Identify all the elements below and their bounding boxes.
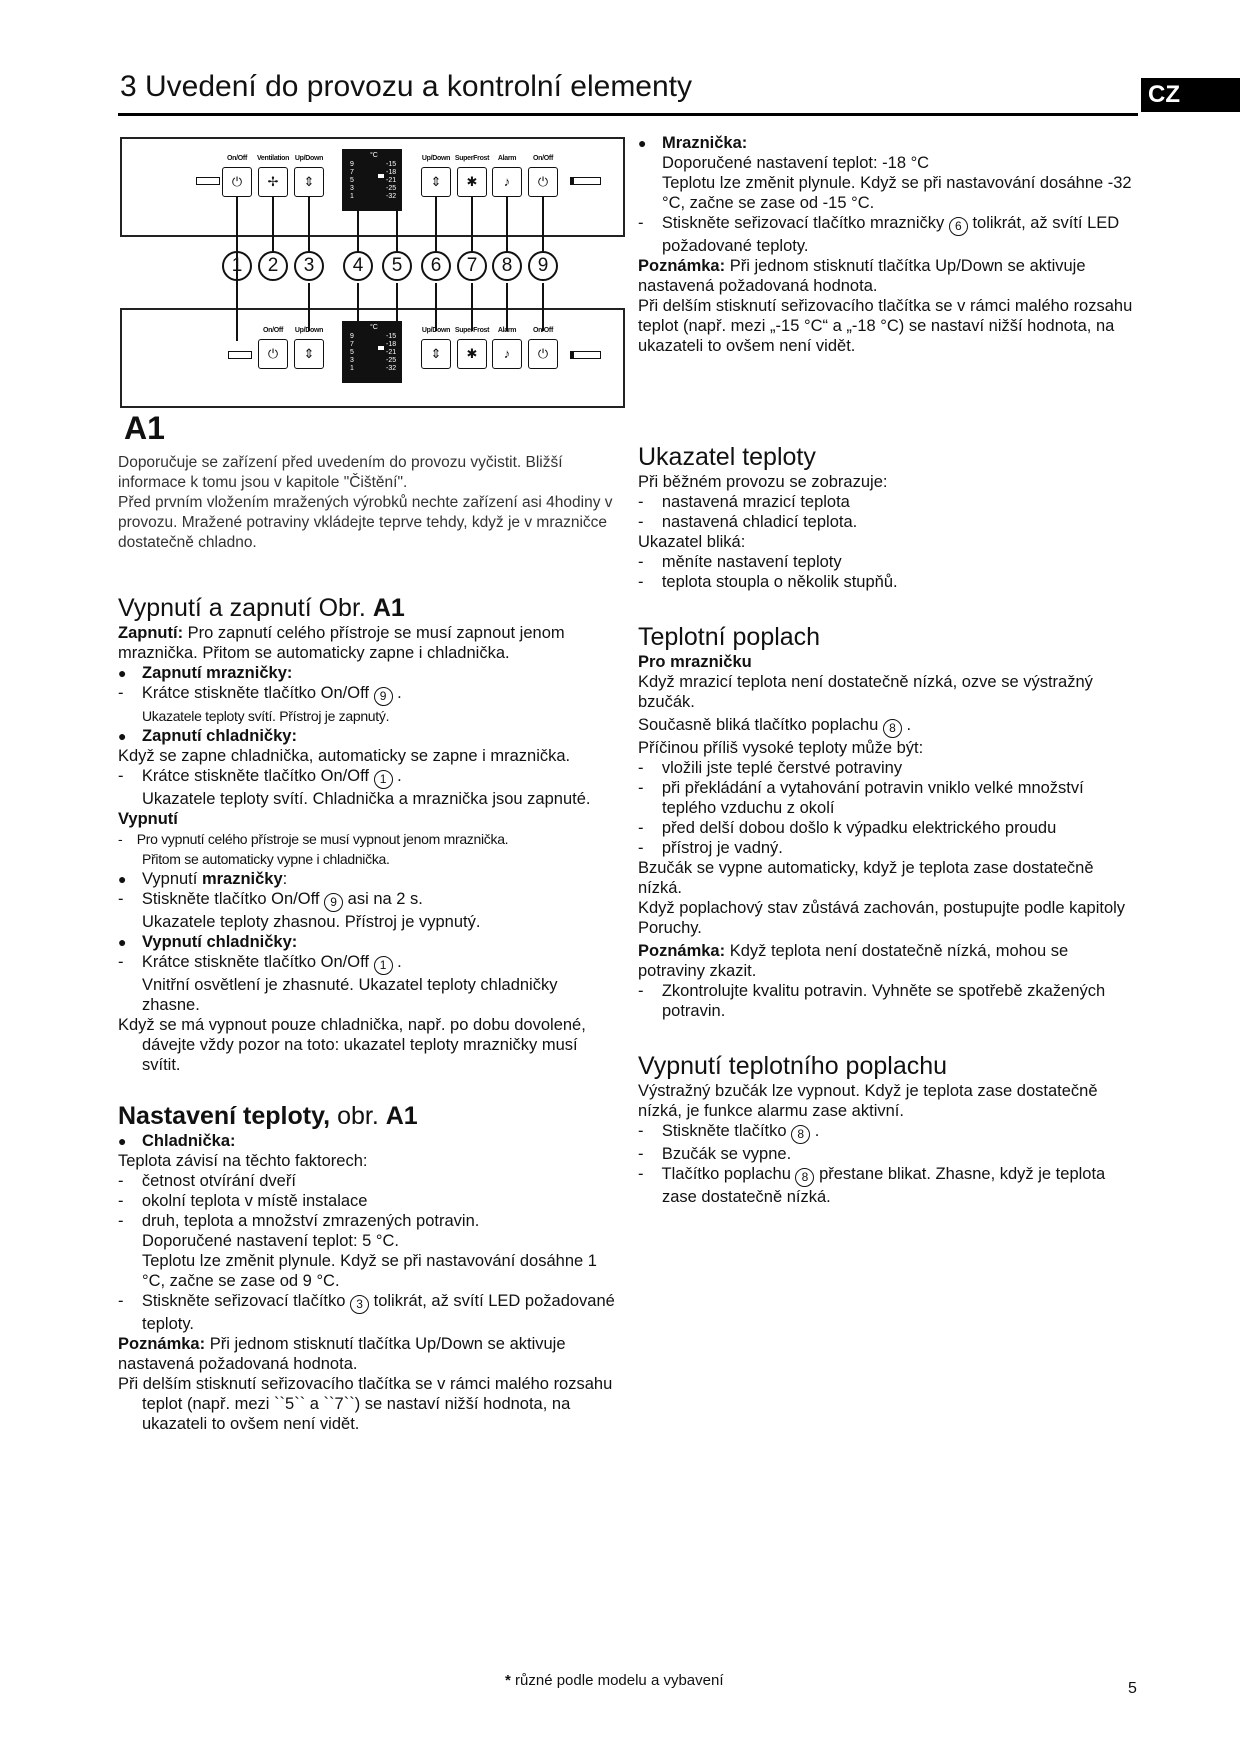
list-item: - Krátce stiskněte tlačítko On/Off 1 . (118, 766, 618, 789)
section-heading-onoff (118, 593, 618, 623)
text: mrazničky (201, 870, 283, 888)
long-press-text: Při delším stisknutí seřizovacího tlačítka se v rámci malého rozsahu teplot (např. mezi ``5`` a ``7``) se nastaví nižší hodnota, na ukazateli to ovšem není vidět. (118, 1375, 613, 1433)
btn-label: On/Off (533, 327, 553, 334)
rec-text: Doporučené nastavení teplot: -18 °C (662, 154, 930, 172)
rec-text: Doporučené nastavení teplot: 5 °C. (142, 1232, 400, 1250)
note-label: Poznámka: (638, 257, 726, 275)
display-value: 7 (350, 341, 354, 348)
indicator-normal: Při běžném provozu se zobrazuje: (638, 473, 888, 491)
text: přístroj je vadný. (661, 839, 783, 857)
text: tolikrát, až svítí LED požadované teploty. (142, 1292, 615, 1333)
btn-label: Up/Down (421, 327, 451, 334)
display-unit: °C (370, 324, 378, 331)
footer-star: * (505, 1672, 511, 1689)
callout-number: 2 (258, 251, 288, 281)
display-value: -32 (386, 193, 397, 200)
display-value: 1 (350, 365, 354, 372)
freezer-on-heading (118, 663, 618, 683)
display-value: -25 (386, 357, 397, 364)
text: Chladnička: (142, 1132, 236, 1150)
list-item: - Zkontrolujte kvalitu potravin. Vyhněte se spotřebě zkažených potravin. (638, 982, 1106, 1020)
text: Krátce stiskněte tlačítko On/Off (141, 767, 369, 785)
list-item: - vložili jste teplé čerstvé potraviny (638, 759, 903, 777)
section-heading-alarm: Teplotní poplach (638, 623, 821, 651)
switch-icon (570, 177, 601, 185)
callout-ref: 9 (324, 893, 343, 912)
updown-button[interactable]: ⇕ (421, 339, 451, 369)
on-label: Zapnutí: (118, 624, 184, 642)
superfrost-button[interactable]: ✱ (457, 339, 487, 369)
list-item: - přístroj je vadný. (638, 839, 783, 857)
btn-label: SuperFrost (454, 155, 490, 162)
page-title: 3 Uvedení do provozu a kontrolní elementy (120, 70, 693, 103)
display-value: 5 (350, 349, 354, 356)
freezer-heading (638, 133, 1138, 153)
change-text: Teplotu lze změnit plynule. Když se při nastavování dosáhne -32 °C, začne se zase od -15 °C. (662, 174, 1132, 212)
callout-ref: 3 (350, 1295, 369, 1314)
display-value: 7 (350, 169, 354, 176)
alarm-cause: Příčinou příliš vysoké teploty může být: (638, 739, 924, 757)
btn-label: Alarm (497, 327, 517, 334)
change-text: Teplotu lze změnit plynule. Když se při nastavování dosáhne 1 °C, začne se zase od 9 °C. (142, 1252, 597, 1290)
figure-label: A1 (124, 410, 165, 446)
text: nastavená chladicí teplota. (661, 513, 858, 531)
freezer-off-heading: ● Vypnutí mrazničky: (118, 869, 618, 889)
text: Zapnutí mrazničky: (142, 664, 293, 682)
section-heading-temp (118, 1101, 618, 1131)
text: Pro mrazničku (638, 653, 752, 671)
footer-text: různé podle modelu a vybavení (515, 1672, 724, 1689)
text: Současně bliká tlačítko poplachu (638, 716, 879, 734)
power-button[interactable]: ⏻ (528, 339, 558, 369)
heading-suffix: Obr. (318, 594, 366, 622)
callout-ref: 8 (883, 719, 902, 738)
list-item: - druh, teplota a množství zmrazených potravin. (118, 1212, 480, 1230)
list-item: - Tlačítko poplachu 8 přestane blikat. Zhasne, když je teplota zase dostatečně nízká. (638, 1165, 1106, 1206)
text: Když teplota není dostatečně nízká, mohou se potraviny zkazit. (638, 942, 1069, 980)
display-value: -15 (386, 333, 397, 340)
text: Stiskněte seřizovací tlačítko mrazničky (661, 214, 945, 232)
text: okolní teplota v místě instalace (141, 1192, 368, 1210)
control-panel-figure (118, 133, 628, 413)
btn-label: Up/Down (421, 155, 451, 162)
list-item: - při překládání a vytahování potravin vniklo velké množství teplého vzduchu z okolí (638, 779, 1084, 817)
text: Mraznička: (662, 134, 748, 152)
right-column (638, 133, 1138, 1207)
intro-para: Před prvním vložením mražených výrobků nechte zařízení asi 4hodiny v provozu. Mražené potraviny vkládejte teprve tehdy, když je v mrazničce dostatečně chladno. (118, 494, 613, 551)
list-item: - Bzučák se vypne. (638, 1145, 792, 1163)
display-value: 3 (350, 185, 354, 192)
btn-label: Ventilation (256, 155, 290, 162)
list-item: - Stiskněte tlačítko On/Off 9 asi na 2 s. (118, 889, 618, 912)
text: při překládání a vytahování potravin vniklo velké množství teplého vzduchu z okolí (661, 779, 1084, 817)
long-press-text: Při delším stisknutí seřizovacího tlačítka se v rámci malého rozsahu teplot (např. mezi „-15 °C“ a „-18 °C) se nastaví nižší hodnota, na ukazateli to ovšem není vidět. (638, 297, 1133, 355)
note (118, 1334, 618, 1374)
note (638, 941, 1138, 981)
note-text: Ukazatele teploty svítí. Chladnička a mraznička jsou zapnuté. (142, 790, 591, 808)
display-unit: °C (370, 152, 378, 159)
intro-text (118, 453, 618, 553)
switch-icon (196, 177, 220, 185)
text: Vypnutí (118, 810, 178, 828)
text: měníte nastavení teploty (661, 553, 842, 571)
vacation-note: Když se má vypnout pouze chladnička, např. po dobu dovolené, dávejte vždy pozor na toto: ukazatel teploty mrazničky musí svítit. (118, 1016, 586, 1074)
display-value: -18 (386, 169, 397, 176)
text: Vypnutí chladničky: (142, 933, 298, 951)
text: . (906, 716, 912, 734)
updown-button[interactable]: ⇕ (294, 339, 324, 369)
display-value: 9 (350, 161, 354, 168)
text: Krátce stiskněte tlačítko On/Off (141, 953, 369, 971)
display-value: 1 (350, 193, 354, 200)
list-item: - teplota stoupla o několik stupňů. (638, 573, 898, 591)
list-item: - Stiskněte tlačítko 8 . (638, 1121, 1138, 1144)
callout-number: 9 (528, 251, 558, 281)
text: Bzučák se vypne. (661, 1145, 792, 1163)
temperature-display (342, 149, 402, 211)
callout-ref: 1 (374, 956, 393, 975)
on-text: Pro zapnutí celého přístroje se musí zapnout jenom mraznička. Přitom se automaticky zapne i chladnička. (118, 624, 565, 662)
alarm-t1: Když mrazicí teplota není dostatečně nízká, ozve se výstražný bzučák. (638, 673, 1093, 711)
display-value: -21 (386, 349, 397, 356)
list-item: - Stiskněte seřizovací tlačítko 3 tolikrát, až svítí LED požadované teploty. (118, 1292, 615, 1333)
display-value: -25 (386, 185, 397, 192)
callout-number: 1 (222, 251, 252, 281)
alarm-t3: Bzučák se vypne automaticky, když je teplota zase dostatečně nízká. (638, 859, 1094, 897)
list-item: - nastavená chladicí teplota. (638, 513, 858, 531)
list-item: - Stiskněte seřizovací tlačítko mrazničky 6 tolikrát, až svítí LED požadované teploty. (638, 214, 1120, 255)
off-label (118, 809, 618, 829)
page-number: 5 (1128, 1680, 1137, 1697)
btn-label: On/Off (533, 155, 553, 162)
temperature-display (342, 321, 402, 383)
btn-label: On/Off (263, 327, 283, 334)
text: Při jednom stisknutí tlačítka Up/Down se aktivuje nastavená požadovaná hodnota. (638, 257, 1086, 295)
callout-ref: 6 (949, 217, 968, 236)
alarm-off-t1: Výstražný bzučák lze vypnout. Když je teplota zase dostatečně nízká, je funkce alarmu zase aktivní. (638, 1082, 1098, 1120)
depends-text: Teplota závisí na těchto faktorech: (118, 1152, 368, 1170)
text: Zapnutí chladničky: (142, 727, 297, 745)
callout-ref: 1 (374, 770, 393, 789)
display-value: -21 (386, 177, 397, 184)
alarm-button[interactable]: ♪ (492, 167, 522, 197)
heading-ref: A1 (385, 1102, 418, 1130)
text: Krátce stiskněte tlačítko On/Off (141, 684, 369, 702)
fridge-on-text: Když se zapne chladnička, automaticky se zapne i mraznička. (118, 747, 571, 765)
callout-ref: 8 (795, 1168, 814, 1187)
text: Při jednom stisknutí tlačítka Up/Down se aktivuje nastavená požadovaná hodnota. (118, 1335, 566, 1373)
power-button[interactable]: ⏻ (222, 167, 252, 197)
text: před delší dobou došlo k výpadku elektrického proudu (661, 819, 1057, 837)
callout-number: 4 (343, 251, 373, 281)
list-item: - před delší dobou došlo k výpadku elektrického proudu (638, 819, 1057, 837)
updown-button[interactable]: ⇕ (294, 167, 324, 197)
updown-button[interactable]: ⇕ (421, 167, 451, 197)
callout-number: 3 (294, 251, 324, 281)
list-item: - četnost otvírání dveří (118, 1172, 296, 1190)
alarm-t4: Když poplachový stav zůstává zachován, postupujte podle kapitoly Poruchy. (638, 899, 1126, 937)
note-text: Ukazatele teploty svítí. Přístroj je zapnutý. (142, 708, 390, 724)
intro-para: Doporučuje se zařízení před uvedením do provozu vyčistit. Bližší informace k tomu jsou v kapitole "Čištění". (118, 454, 563, 491)
text: Stiskněte seřizovací tlačítko (141, 1292, 346, 1310)
btn-label: On/Off (227, 155, 247, 162)
section-heading-alarm-off: Vypnutí teplotního poplachu (638, 1052, 948, 1080)
callout-number: 5 (382, 251, 412, 281)
text: Vypnutí (142, 870, 198, 888)
text: . (814, 1122, 820, 1140)
text: Tlačítko poplachu (661, 1165, 791, 1183)
btn-label: Up/Down (294, 155, 324, 162)
text: Zkontrolujte kvalitu potravin. Vyhněte se spotřebě zkažených potravin. (661, 982, 1106, 1020)
power-button[interactable]: ⏻ (258, 339, 288, 369)
btn-label: SuperFrost (454, 327, 490, 334)
switch-icon (228, 351, 252, 359)
heading-text: Nastavení teploty, (118, 1102, 331, 1130)
callout-number: 8 (492, 251, 522, 281)
list-item: - Krátce stiskněte tlačítko On/Off 1 . (118, 952, 618, 975)
alarm-t2 (638, 715, 1138, 738)
list-item: - měníte nastavení teploty (638, 553, 842, 571)
left-column (118, 453, 618, 1434)
text: četnost otvírání dveří (141, 1172, 296, 1190)
text: teplota stoupla o několik stupňů. (661, 573, 898, 591)
note-label: Poznámka: (118, 1335, 206, 1353)
fridge-on-heading (118, 726, 618, 746)
note (638, 256, 1138, 296)
list-item: - Pro vypnutí celého přístroje se musí vypnout jenom mraznička. (118, 831, 509, 847)
text: Stiskněte tlačítko On/Off (141, 890, 320, 908)
fridge-off-heading (118, 932, 618, 952)
heading-ref: A1 (372, 594, 405, 622)
display-value: -32 (386, 365, 397, 372)
display-value: 3 (350, 357, 354, 364)
text: tolikrát, až svítí LED požadované teploty. (662, 214, 1120, 255)
list-item: - okolní teplota v místě instalace (118, 1192, 368, 1210)
callout-ref: 8 (791, 1125, 810, 1144)
display-value: -15 (386, 161, 397, 168)
callout-number: 6 (421, 251, 451, 281)
language-badge: CZ (1141, 78, 1240, 112)
section-heading-indicator: Ukazatel teploty (638, 443, 816, 471)
fan-button[interactable]: ✢ (258, 167, 288, 197)
btn-label: Alarm (497, 155, 517, 162)
btn-label: Up/Down (294, 327, 324, 334)
note-text: Ukazatele teploty zhasnou. Přístroj je vypnutý. (142, 913, 481, 931)
display-value: 9 (350, 333, 354, 340)
list-item: - nastavená mrazicí teplota (638, 493, 850, 511)
callout-number: 7 (457, 251, 487, 281)
indicator-blinks: Ukazatel bliká: (638, 533, 746, 551)
text: přestane blikat. Zhasne, když je teplota zase dostatečně nízká. (662, 1165, 1106, 1206)
footer-note (505, 1672, 724, 1689)
superfrost-button[interactable]: ✱ (457, 167, 487, 197)
fridge-heading (118, 1131, 618, 1151)
alarm-button[interactable]: ♪ (492, 339, 522, 369)
note-label: Poznámka: (638, 942, 726, 960)
title-rule (118, 113, 1138, 116)
text: Pro vypnutí celého přístroje se musí vypnout jenom mraznička. (136, 831, 509, 847)
text: vložili jste teplé čerstvé potraviny (661, 759, 903, 777)
callout-ref: 9 (374, 687, 393, 706)
switch-icon (570, 351, 601, 359)
text: nastavená mrazicí teplota (661, 493, 850, 511)
display-value: 5 (350, 177, 354, 184)
display-value: -18 (386, 341, 397, 348)
list-item: - Krátce stiskněte tlačítko On/Off 9 . (118, 683, 618, 706)
text: Stiskněte tlačítko (661, 1122, 787, 1140)
note-text: Vnitřní osvětlení je zhasnuté. Ukazatel teploty chladničky zhasne. (142, 976, 558, 1014)
power-button[interactable]: ⏻ (528, 167, 558, 197)
note-text: Přitom se automaticky vypne i chladnička. (142, 851, 390, 867)
heading-suffix: obr. (337, 1102, 379, 1130)
text: asi na 2 s. (347, 890, 423, 908)
on-paragraph (118, 623, 618, 663)
heading-text: Vypnutí a zapnutí (118, 594, 312, 622)
alarm-sub (638, 652, 1138, 672)
text: druh, teplota a množství zmrazených potravin. (141, 1212, 480, 1230)
